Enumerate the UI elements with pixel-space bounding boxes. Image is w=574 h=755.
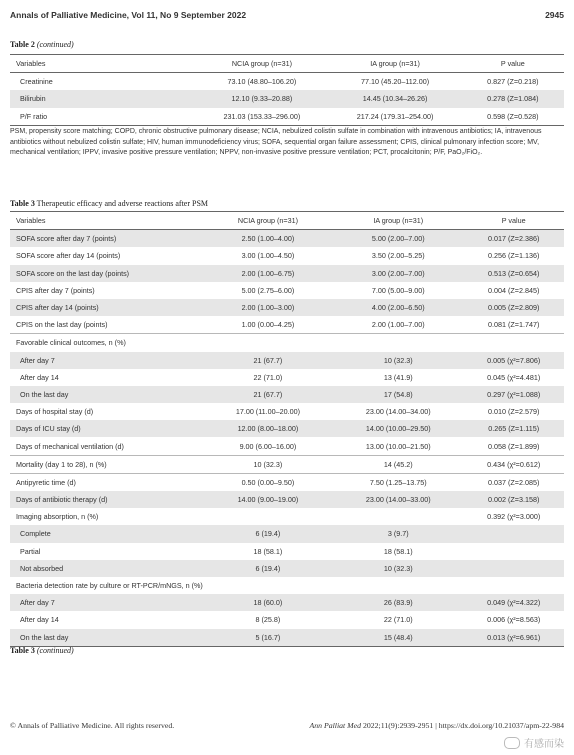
table-row	[10, 247, 564, 264]
cell	[203, 508, 333, 525]
table-row	[10, 73, 564, 91]
table3-caption-label: Table 3	[10, 199, 35, 208]
cell: 0.004 (Z=2.845)	[488, 285, 540, 295]
cell	[463, 560, 564, 577]
cell: 217.24 (179.31–254.00)	[329, 108, 462, 126]
cell: 21 (67.7)	[203, 352, 333, 369]
cell: Partial	[20, 546, 41, 556]
column-header: IA group (n=31)	[333, 212, 463, 230]
table-row	[10, 369, 564, 386]
cell: 12.00 (8.00–18.00)	[203, 420, 333, 437]
cell: 0.049 (χ²=4.322)	[463, 594, 564, 611]
table-row	[10, 455, 564, 473]
cell: Not absorbed	[10, 560, 203, 577]
table-row	[10, 265, 564, 282]
cell: 8 (25.8)	[255, 615, 281, 625]
table2-caption-text: (continued)	[34, 40, 74, 49]
cell: After day 14	[20, 372, 59, 382]
table3-caption	[10, 199, 208, 208]
copyright-notice: © Annals of Palliative Medicine. All rights reserved.	[10, 720, 175, 730]
cell	[333, 577, 463, 594]
table-row	[10, 420, 564, 437]
column-header: IA group (n=31)	[329, 55, 462, 73]
cell: Imaging absorption, n (%)	[16, 512, 99, 522]
cell: 0.081 (Z=1.747)	[463, 316, 564, 334]
cell: 0.827 (Z=0.218)	[487, 77, 539, 87]
table-row	[10, 108, 564, 126]
cell: 0.265 (Z=1.115)	[463, 420, 564, 437]
cell: CPIS on the last day (points)	[10, 316, 203, 334]
column-header: P value	[462, 55, 564, 73]
table3-continued-text: (continued)	[34, 646, 74, 655]
table-row	[10, 334, 564, 352]
cell: Bacteria detection rate by culture or RT-PCR/mNGS, n (%)	[16, 581, 203, 591]
cell: 0.392 (χ²=3.000)	[487, 512, 541, 522]
cell: 17 (54.8)	[333, 386, 463, 403]
cell: CPIS after day 7 (points)	[16, 285, 95, 295]
cell: 5 (16.7)	[203, 629, 333, 647]
cell: 0.278 (Z=1.084)	[462, 90, 564, 107]
cell: 10 (32.3)	[333, 352, 463, 369]
cell: 0.256 (Z=1.136)	[488, 251, 540, 261]
table-row	[10, 90, 564, 107]
cell: 17.00 (11.00–20.00)	[235, 407, 301, 417]
cell: After day 14	[20, 615, 59, 625]
cell: P/F ratio	[10, 108, 195, 126]
cell: 22 (71.0)	[253, 372, 283, 382]
cell: SOFA score on the last day (points)	[10, 265, 203, 282]
cell: SOFA score after day 7 (points)	[10, 230, 203, 248]
table-row	[10, 352, 564, 369]
cell	[463, 334, 564, 352]
cell: 0.434 (χ²=0.612)	[463, 455, 564, 473]
watermark	[504, 735, 564, 750]
table3-continued-caption	[10, 646, 74, 655]
page-number: 2945	[545, 10, 564, 20]
cell: 2.00 (1.00–7.00)	[333, 316, 463, 334]
cell: 14.45 (10.34–26.26)	[329, 90, 462, 107]
table-row	[10, 577, 564, 594]
cell	[203, 577, 333, 594]
cell: Days of antibiotic therapy (d)	[10, 491, 203, 508]
cell: 0.002 (Z=3.158)	[463, 491, 564, 508]
table3-header-row	[10, 212, 564, 230]
cell: 26 (83.9)	[333, 594, 463, 611]
cell: 0.598 (Z=0.528)	[462, 108, 564, 126]
table2-footnote: PSM, propensity score matching; COPD, chronic obstructive pulmonary disease; NCIA, nebulized colistin sulfate in combination with intravenous antibiotics; IA, intravenous antibiotics without nebulized colistin sulfate; HIV, human immunodeficiency virus; SOFA, sequential organ failure assessment; CPIS, clinical pulmonary infection score; MV, mechanical ventilation; IPPV, invasive positive pressure ventilation; NPPV, non-invasive positive pressure ventilation; PCT, procalcitonin; P/F, PaO₂/FiO₂.	[10, 128, 542, 156]
table-row	[10, 543, 564, 560]
cell: 9.00 (6.00–16.00)	[203, 437, 333, 455]
cell: 5.00 (2.00–7.00)	[333, 230, 463, 248]
table2-caption	[10, 40, 74, 49]
column-header: P value	[463, 212, 564, 230]
cell: 4.00 (2.00–6.50)	[333, 299, 463, 316]
cell: 6 (19.4)	[203, 525, 333, 542]
cell: Days of mechanical ventilation (d)	[10, 437, 203, 455]
cell: 7.00 (5.00–9.00)	[371, 285, 425, 295]
table-row	[10, 386, 564, 403]
table-row	[10, 508, 564, 525]
table-row	[10, 525, 564, 542]
cell: 0.010 (Z=2.579)	[488, 407, 540, 417]
cell: 12.10 (9.33–20.88)	[195, 90, 328, 107]
cell: 0.037 (Z=2.085)	[488, 477, 540, 487]
citation	[309, 721, 564, 730]
cell: 13 (41.9)	[383, 372, 413, 382]
cell: 0.005 (χ²=7.806)	[463, 352, 564, 369]
cell: 10 (32.3)	[333, 560, 463, 577]
cell: Complete	[10, 525, 203, 542]
cell: 22 (71.0)	[383, 615, 413, 625]
table-row	[10, 594, 564, 611]
table3-caption-text: Therapeutic efficacy and adverse reactions after PSM	[34, 199, 209, 208]
cell	[333, 508, 463, 525]
cell: 3 (9.7)	[333, 525, 463, 542]
journal-abbrev: Ann Palliat Med	[309, 720, 362, 730]
cell: 18 (58.1)	[383, 546, 413, 556]
table2	[10, 54, 564, 126]
cell: 1.00 (0.00–4.25)	[203, 316, 333, 334]
cell: 3.50 (2.00–5.25)	[371, 251, 425, 261]
cell: 0.50 (0.00–9.50)	[241, 477, 295, 487]
cell: Favorable clinical outcomes, n (%)	[16, 338, 126, 348]
cell	[463, 543, 564, 560]
cell: 23.00 (14.00–34.00)	[365, 407, 431, 417]
cell: 0.045 (χ²=4.481)	[487, 372, 541, 382]
table-row	[10, 560, 564, 577]
cell: 0.513 (Z=0.654)	[463, 265, 564, 282]
cell: After day 7	[10, 352, 203, 369]
cell: 0.013 (χ²=6.961)	[463, 629, 564, 647]
table-row	[10, 403, 564, 420]
cell: 0.006 (χ²=8.563)	[487, 615, 541, 625]
cell	[463, 577, 564, 594]
cell: 2.00 (1.00–6.75)	[203, 265, 333, 282]
table3	[10, 211, 564, 647]
cell: 14 (45.2)	[333, 455, 463, 473]
journal-title: Annals of Palliative Medicine, Vol 11, No 9 September 2022	[10, 10, 247, 20]
cell: 14.00 (9.00–19.00)	[203, 491, 333, 508]
cell: Antipyretic time (d)	[16, 477, 76, 487]
cell: 18 (58.1)	[253, 546, 283, 556]
cell: 77.10 (45.20–112.00)	[360, 77, 430, 87]
cell: On the last day	[10, 629, 203, 647]
cell: After day 7	[10, 594, 203, 611]
column-header: NCIA group (n=31)	[195, 55, 328, 73]
table2-caption-label: Table 2	[10, 40, 35, 49]
column-header: Variables	[10, 212, 203, 230]
cell: 3.00 (2.00–7.00)	[333, 265, 463, 282]
cell	[203, 334, 333, 352]
cell: 3.00 (1.00–4.50)	[241, 251, 295, 261]
cell: 21 (67.7)	[203, 386, 333, 403]
cell: 0.058 (Z=1.899)	[463, 437, 564, 455]
table-row	[10, 230, 564, 248]
table-row	[10, 282, 564, 299]
table3-continued-label: Table 3	[10, 646, 35, 655]
cell	[333, 334, 463, 352]
cell: Mortality (day 1 to 28), n (%)	[10, 455, 203, 473]
table-row	[10, 491, 564, 508]
chat-bubble-icon	[504, 737, 520, 749]
column-header: Variables	[10, 55, 195, 73]
cell: 7.50 (1.25–13.75)	[369, 477, 427, 487]
cell: On the last day	[10, 386, 203, 403]
cell: Days of ICU stay (d)	[10, 420, 203, 437]
cell: 0.017 (Z=2.386)	[463, 230, 564, 248]
table-row	[10, 629, 564, 647]
cell: CPIS after day 14 (points)	[10, 299, 203, 316]
cell: 0.005 (Z=2.809)	[463, 299, 564, 316]
table2-header-row	[10, 55, 564, 73]
cell: 231.03 (153.33–296.00)	[195, 108, 328, 126]
table-row	[10, 316, 564, 334]
cell: 6 (19.4)	[203, 560, 333, 577]
cell: Bilirubin	[10, 90, 195, 107]
cell: 23.00 (14.00–33.00)	[333, 491, 463, 508]
cell: 0.297 (χ²=1.088)	[463, 386, 564, 403]
running-header	[10, 8, 564, 22]
cell	[463, 525, 564, 542]
page-footer	[10, 718, 564, 732]
cell: 2.50 (1.00–4.00)	[203, 230, 333, 248]
cell: 10 (32.3)	[203, 455, 333, 473]
cell: Days of hospital stay (d)	[16, 407, 94, 417]
cell: 15 (48.4)	[333, 629, 463, 647]
cell: 73.10 (48.80–106.20)	[227, 77, 297, 87]
cell: 5.00 (2.75–6.00)	[241, 285, 295, 295]
cell: 2.00 (1.00–3.00)	[203, 299, 333, 316]
column-header: NCIA group (n=31)	[203, 212, 333, 230]
cell: 18 (60.0)	[203, 594, 333, 611]
cell: 13.00 (10.00–21.50)	[333, 437, 463, 455]
citation-details: 2022;11(9):2939-2951 | https://dx.doi.org/10.21037/apm-22-984	[361, 720, 564, 730]
cell: 14.00 (10.00–29.50)	[333, 420, 463, 437]
table-row	[10, 437, 564, 455]
table-row	[10, 299, 564, 316]
table-row	[10, 473, 564, 491]
watermark-text: 有感而染	[524, 739, 564, 750]
cell: Creatinine	[20, 77, 53, 87]
cell: SOFA score after day 14 (points)	[16, 251, 121, 261]
table-row	[10, 611, 564, 628]
